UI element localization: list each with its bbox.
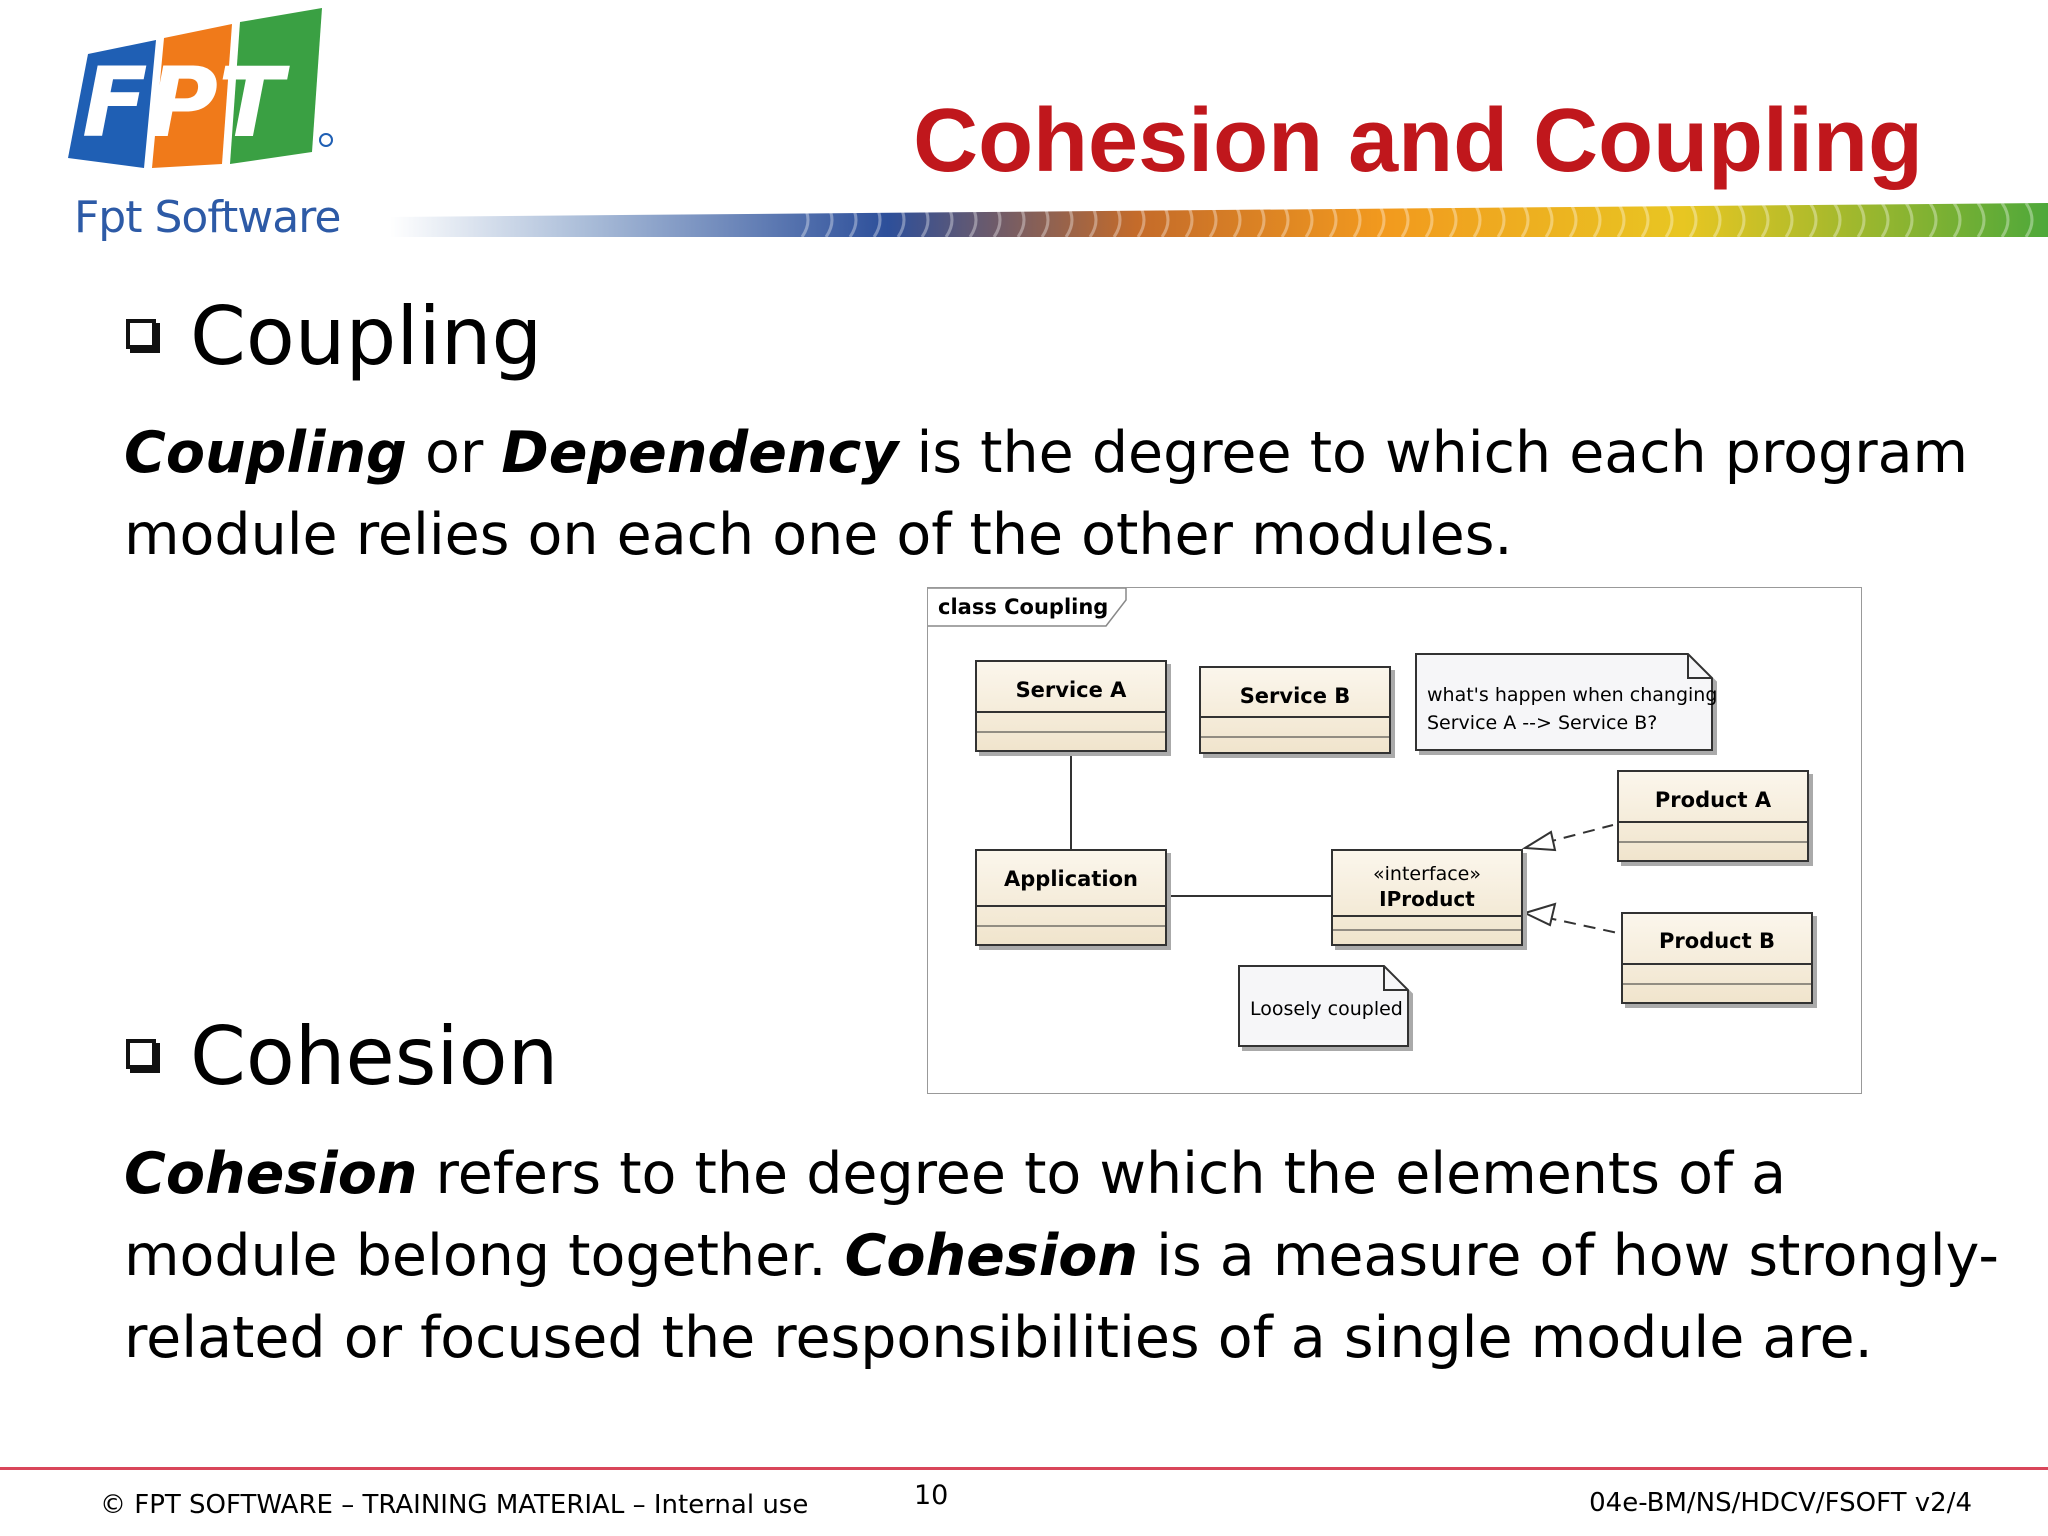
dependency-term: Dependency bbox=[501, 420, 899, 486]
cohesion-heading bbox=[126, 1010, 558, 1103]
application-label: Application bbox=[1004, 867, 1138, 891]
product-a-label: Product A bbox=[1654, 788, 1772, 812]
cohesion-definition-1: refers to the degree to which the elements of a module belong together. bbox=[124, 1141, 1787, 1289]
service-a-label: Service A bbox=[1015, 678, 1127, 702]
coupling-heading-text: Coupling bbox=[190, 290, 543, 383]
class-service-a bbox=[976, 661, 1166, 751]
uml-coupling-diagram bbox=[927, 587, 1862, 1094]
realize-arrow-productb bbox=[1525, 904, 1555, 925]
class-product-a bbox=[1618, 771, 1808, 861]
product-b-label: Product B bbox=[1659, 929, 1775, 953]
svg-text:class Coupling: class Coupling bbox=[938, 595, 1109, 619]
note2-label: Loosely coupled bbox=[1250, 998, 1403, 1020]
iproduct-stereotype: «interface» bbox=[1373, 863, 1481, 885]
iproduct-label: IProduct bbox=[1379, 887, 1475, 911]
footer-doc-code: 04e-BM/NS/HDCV/FSOFT v2/4 bbox=[1589, 1488, 1972, 1518]
footer-divider bbox=[0, 1467, 2048, 1470]
page-number: 10 bbox=[914, 1480, 949, 1511]
logo-letters: FPT bbox=[82, 47, 284, 159]
cohesion-paragraph bbox=[124, 1133, 2004, 1379]
coupling-heading bbox=[126, 290, 542, 383]
cohesion-definition-2: is a measure of how strongly-related or focused the responsibilities of a single module are. bbox=[124, 1223, 1999, 1371]
cohesion-term-2: Cohesion bbox=[844, 1223, 1139, 1289]
fpt-logo bbox=[60, 8, 360, 248]
logo-subtitle: Fpt Software bbox=[74, 192, 341, 243]
cohesion-term: Cohesion bbox=[124, 1141, 418, 1207]
coupling-or: or bbox=[406, 420, 502, 486]
class-application bbox=[976, 850, 1166, 945]
diagram-frame-label bbox=[928, 588, 1126, 626]
note1-line2: Service A --> Service B? bbox=[1427, 712, 1658, 734]
coupling-definition: is the degree to which each program module relies on each one of the other modules. bbox=[124, 420, 1969, 568]
class-product-b bbox=[1622, 913, 1812, 1003]
class-service-b bbox=[1200, 667, 1390, 753]
service-b-label: Service B bbox=[1239, 684, 1351, 708]
checkbox-bullet-icon bbox=[126, 319, 156, 349]
coupling-term: Coupling bbox=[124, 420, 407, 486]
cohesion-heading-text: Cohesion bbox=[190, 1010, 559, 1103]
realize-arrow-producta bbox=[1525, 832, 1555, 850]
footer-copyright: © FPT SOFTWARE – TRAINING MATERIAL – Internal use bbox=[100, 1490, 809, 1520]
slide-title: Cohesion and Coupling bbox=[913, 91, 1923, 191]
checkbox-bullet-icon bbox=[126, 1039, 156, 1069]
coupling-paragraph bbox=[124, 412, 2004, 576]
fpt-logo-mark bbox=[60, 8, 360, 188]
header-gradient-band bbox=[390, 203, 2048, 237]
note1-line1: what's happen when changing bbox=[1427, 684, 1718, 706]
